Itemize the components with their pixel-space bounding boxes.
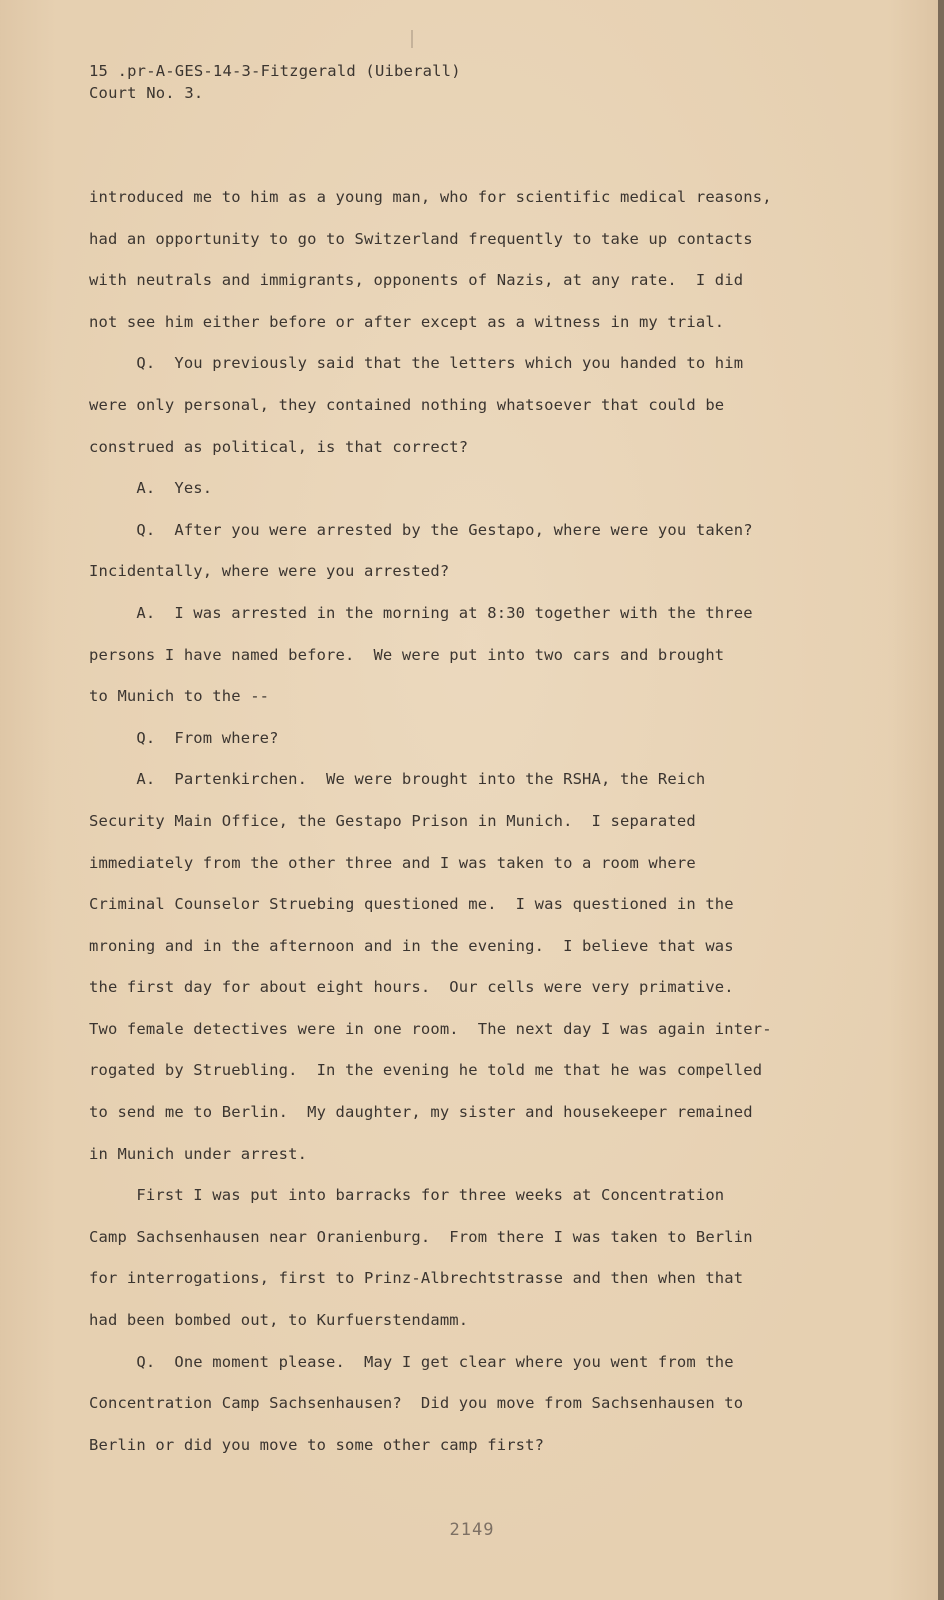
transcript-line: Q. One moment please. May I get clear where you went from the: [89, 1352, 734, 1371]
transcript-line: to send me to Berlin. My daughter, my sister and housekeeper remained: [89, 1103, 753, 1122]
transcript-line: Incidentally, where were you arrested?: [89, 562, 450, 581]
transcript-line: mroning and in the afternoon and in the evening. I believe that was: [89, 936, 734, 955]
header-court-line: Court No. 3.: [89, 84, 204, 102]
transcript-line: had been bombed out, to Kurfuerstendamm.: [89, 1311, 469, 1330]
transcript-line: had an opportunity to go to Switzerland frequently to take up contacts: [89, 229, 753, 248]
transcript-line: not see him either before or after except as a witness in my trial.: [89, 312, 725, 331]
page-edge: [938, 0, 944, 1600]
transcript-line: Two female detectives were in one room. The next day I was again inter-: [89, 1019, 772, 1038]
transcript-body: [89, 187, 849, 1476]
paper-mark: [411, 30, 413, 48]
header-case-line: 15 .pr-A-GES-14-3-Fitzgerald (Uiberall): [89, 62, 461, 80]
transcript-line: A. Partenkirchen. We were brought into the RSHA, the Reich: [89, 770, 706, 789]
transcript-line: Q. You previously said that the letters which you handed to him: [89, 354, 744, 373]
transcript-line: Camp Sachsenhausen near Oranienburg. From there I was taken to Berlin: [89, 1227, 753, 1246]
transcript-line: A. I was arrested in the morning at 8:30 together with the three: [89, 603, 753, 622]
transcript-line: Concentration Camp Sachsenhausen? Did you move from Sachsenhausen to: [89, 1394, 744, 1413]
page-number: 2149: [449, 1520, 495, 1540]
transcript-line: Criminal Counselor Struebing questioned me. I was questioned in the: [89, 895, 734, 914]
document-header: [89, 60, 461, 104]
transcript-line: First I was put into barracks for three weeks at Concentration: [89, 1186, 725, 1205]
transcript-line: in Munich under arrest.: [89, 1144, 308, 1163]
transcript-line: Q. After you were arrested by the Gestapo, where were you taken?: [89, 520, 753, 539]
transcript-line: A. Yes.: [89, 479, 213, 498]
transcript-line: immediately from the other three and I was taken to a room where: [89, 853, 696, 872]
transcript-line: for interrogations, first to Prinz-Albrechtstrasse and then when that: [89, 1269, 744, 1288]
transcript-line: persons I have named before. We were put into two cars and brought: [89, 645, 725, 664]
transcript-line: to Munich to the --: [89, 687, 270, 706]
transcript-line: construed as political, is that correct?: [89, 437, 469, 456]
transcript-line: Berlin or did you move to some other camp first?: [89, 1435, 545, 1454]
transcript-line: were only personal, they contained nothing whatsoever that could be: [89, 395, 725, 414]
transcript-line: with neutrals and immigrants, opponents of Nazis, at any rate. I did: [89, 271, 744, 290]
transcript-line: the first day for about eight hours. Our cells were very primative.: [89, 978, 734, 997]
transcript-line: Security Main Office, the Gestapo Prison in Munich. I separated: [89, 811, 696, 830]
transcript-line: rogated by Struebling. In the evening he told me that he was compelled: [89, 1061, 763, 1080]
transcript-line: introduced me to him as a young man, who for scientific medical reasons,: [89, 188, 772, 206]
transcript-line: Q. From where?: [89, 728, 279, 747]
